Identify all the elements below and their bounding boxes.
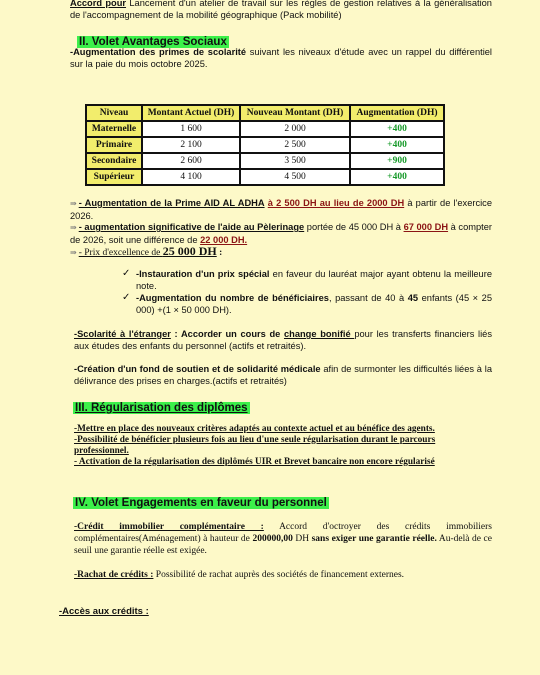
section-4-heading bbox=[73, 493, 329, 511]
pelerinage-paragraph bbox=[70, 221, 492, 246]
scolarite-bold: : Accorder un cours de bbox=[170, 329, 284, 339]
cell-augmentation: +400 bbox=[351, 170, 443, 184]
rachat-paragraph bbox=[74, 570, 492, 580]
scolarite-etranger-paragraph bbox=[74, 328, 492, 352]
scolarite-rest: pour les transferts financiers liés aux études des enfants du personnel (actifs et retraités). bbox=[74, 329, 492, 351]
scolarite-primes-paragraph bbox=[70, 46, 492, 70]
credit-label: -Crédit immobilier complémentaire : bbox=[74, 522, 264, 532]
accord-label: Accord pour bbox=[70, 0, 127, 8]
section-4-title: IV. Volet Engagements en faveur du personnel bbox=[75, 497, 327, 509]
header-nouveau: Nouveau Montant (DH) bbox=[241, 106, 349, 120]
primes-table bbox=[85, 104, 445, 186]
excellence-label: - Prix d'excellence de bbox=[78, 248, 163, 258]
header-niveau: Niveau bbox=[87, 106, 141, 120]
credit-text3: Au-delà de ce seuil une garantie réelle est exigée. bbox=[74, 534, 492, 556]
cell-actuel: 2 600 bbox=[143, 154, 239, 168]
cell-nouveau: 3 500 bbox=[241, 154, 349, 168]
section-3-heading bbox=[73, 398, 250, 416]
check-icon: ✓ bbox=[122, 292, 131, 303]
cell-niveau: Supérieur bbox=[87, 170, 141, 184]
check2-bold: -Augmentation du nombre de bénéficiaires bbox=[136, 293, 329, 303]
fonds-bold: -Création d'un fond de soutien et de solidarité médicale bbox=[74, 364, 321, 374]
section-2-title: II. Volet Avantages Sociaux bbox=[79, 36, 227, 48]
aid-adha-paragraph bbox=[70, 197, 492, 222]
primes-table-wrapper bbox=[85, 104, 445, 186]
check-item-2 bbox=[122, 292, 492, 316]
cell-augmentation: +900 bbox=[351, 154, 443, 168]
cell-nouveau: 4 500 bbox=[241, 170, 349, 184]
regularisation-list bbox=[74, 424, 492, 468]
regularisation-item-3: - Activation de la régularisation des diplômés UIR et Brevet bancaire non encore régularisé bbox=[74, 457, 435, 467]
credit-text1: Accord d'octroyer des crédits immobiliers complémentaires(Aménagement) à hauteur de bbox=[74, 522, 492, 544]
excellence-line bbox=[70, 244, 222, 259]
aid-rest: à partir de l'exercice 2026. bbox=[70, 198, 492, 221]
cell-actuel: 2 100 bbox=[143, 138, 239, 152]
excellence-amount: 25 000 DH bbox=[162, 244, 217, 258]
cell-nouveau: 2 500 bbox=[241, 138, 349, 152]
table-row bbox=[87, 122, 443, 136]
header-augmentation: Augmentation (DH) bbox=[351, 106, 443, 120]
pelerinage-mid2: à compter de 2026, soit une différence de bbox=[70, 222, 492, 245]
cell-niveau: Secondaire bbox=[87, 154, 141, 168]
excellence-colon: : bbox=[216, 248, 223, 258]
pelerinage-red-amount: 67 000 DH bbox=[403, 222, 449, 232]
pelerinage-red-diff: 22 000 DH. bbox=[200, 235, 248, 245]
table-header-row bbox=[87, 106, 443, 120]
pelerinage-mid: portée de 45 000 DH à bbox=[304, 222, 404, 232]
check-icon: ✓ bbox=[122, 268, 131, 279]
header-actuel: Montant Actuel (DH) bbox=[143, 106, 239, 120]
cell-augmentation: +400 bbox=[351, 122, 443, 136]
check1-bold: -Instauration d'un prix spécial bbox=[136, 269, 270, 279]
table-row bbox=[87, 154, 443, 168]
check2-rest: enfants (45 × 25 000) +(1 × 50 000 DH). bbox=[136, 293, 492, 315]
table-row bbox=[87, 138, 443, 152]
check-item-1 bbox=[122, 268, 492, 292]
rachat-text: Possibilité de rachat auprès des sociétés de financement externes. bbox=[153, 570, 405, 580]
scolarite-label: -Scolarité à l'étranger bbox=[74, 329, 171, 339]
arrow-bullet-icon: ⇛ bbox=[70, 223, 77, 232]
check2-bold2: 45 bbox=[407, 293, 419, 303]
aid-bold: - Augmentation de la Prime AID AL ADHA bbox=[78, 198, 265, 208]
aid-red-amount: à 2 500 DH au lieu de 2000 DH bbox=[267, 198, 405, 208]
cell-augmentation: +400 bbox=[351, 138, 443, 152]
regularisation-item-1: -Mettre en place des nouveaux critères adaptés au contexte actuel et au bénéfice des agents. bbox=[74, 424, 435, 434]
check2-mid: , passant de 40 à bbox=[328, 293, 408, 303]
pelerinage-bold: - augmentation significative de l'aide au Pèlerinage bbox=[78, 222, 305, 232]
table-row bbox=[87, 170, 443, 184]
section-3-title: III. Régularisation des diplômes bbox=[75, 402, 248, 414]
arrow-bullet-icon: ⇛ bbox=[70, 199, 77, 208]
acces-label: -Accès aux crédits : bbox=[59, 606, 149, 617]
credit-bold: sans exiger une garantie réelle. bbox=[311, 534, 437, 544]
fonds-paragraph bbox=[74, 363, 492, 387]
cell-niveau: Primaire bbox=[87, 138, 141, 152]
primes-bold: -Augmentation des primes de scolarité bbox=[70, 47, 247, 57]
regularisation-item-2: -Possibilité de bénéficier plusieurs fois au lieu d'une seule régularisation durant le parcours professionnel. bbox=[74, 435, 436, 456]
intro-paragraph bbox=[70, 0, 492, 21]
primes-rest: suivant les niveaux d'étude avec un rappel du différentiel sur la paie du mois octobre 2025. bbox=[70, 47, 492, 69]
rachat-label: -Rachat de crédits : bbox=[74, 570, 154, 580]
credit-amount: 200000,00 bbox=[252, 534, 293, 544]
acces-credits-line bbox=[59, 606, 149, 617]
fonds-rest: afin de surmonter les difficultés liées à la délivrance des prises en charges.(actifs et retraités) bbox=[74, 364, 492, 386]
cell-actuel: 1 600 bbox=[143, 122, 239, 136]
accord-text: Lancement d'un atelier de travail sur les règles de gestion relatives à la généralisation de l'accompagnement de la mobilité géographique (Pack mobilité) bbox=[70, 0, 492, 20]
check1-rest: en faveur du lauréat major ayant obtenu la meilleure note. bbox=[136, 269, 492, 291]
credit-immobilier-paragraph bbox=[74, 521, 492, 557]
cell-niveau: Maternelle bbox=[87, 122, 141, 136]
cell-actuel: 4 100 bbox=[143, 170, 239, 184]
scolarite-change: change bonifié bbox=[283, 329, 355, 339]
credit-text2: DH bbox=[292, 534, 312, 544]
cell-nouveau: 2 000 bbox=[241, 122, 349, 136]
arrow-bullet-icon: ⇛ bbox=[70, 248, 77, 257]
